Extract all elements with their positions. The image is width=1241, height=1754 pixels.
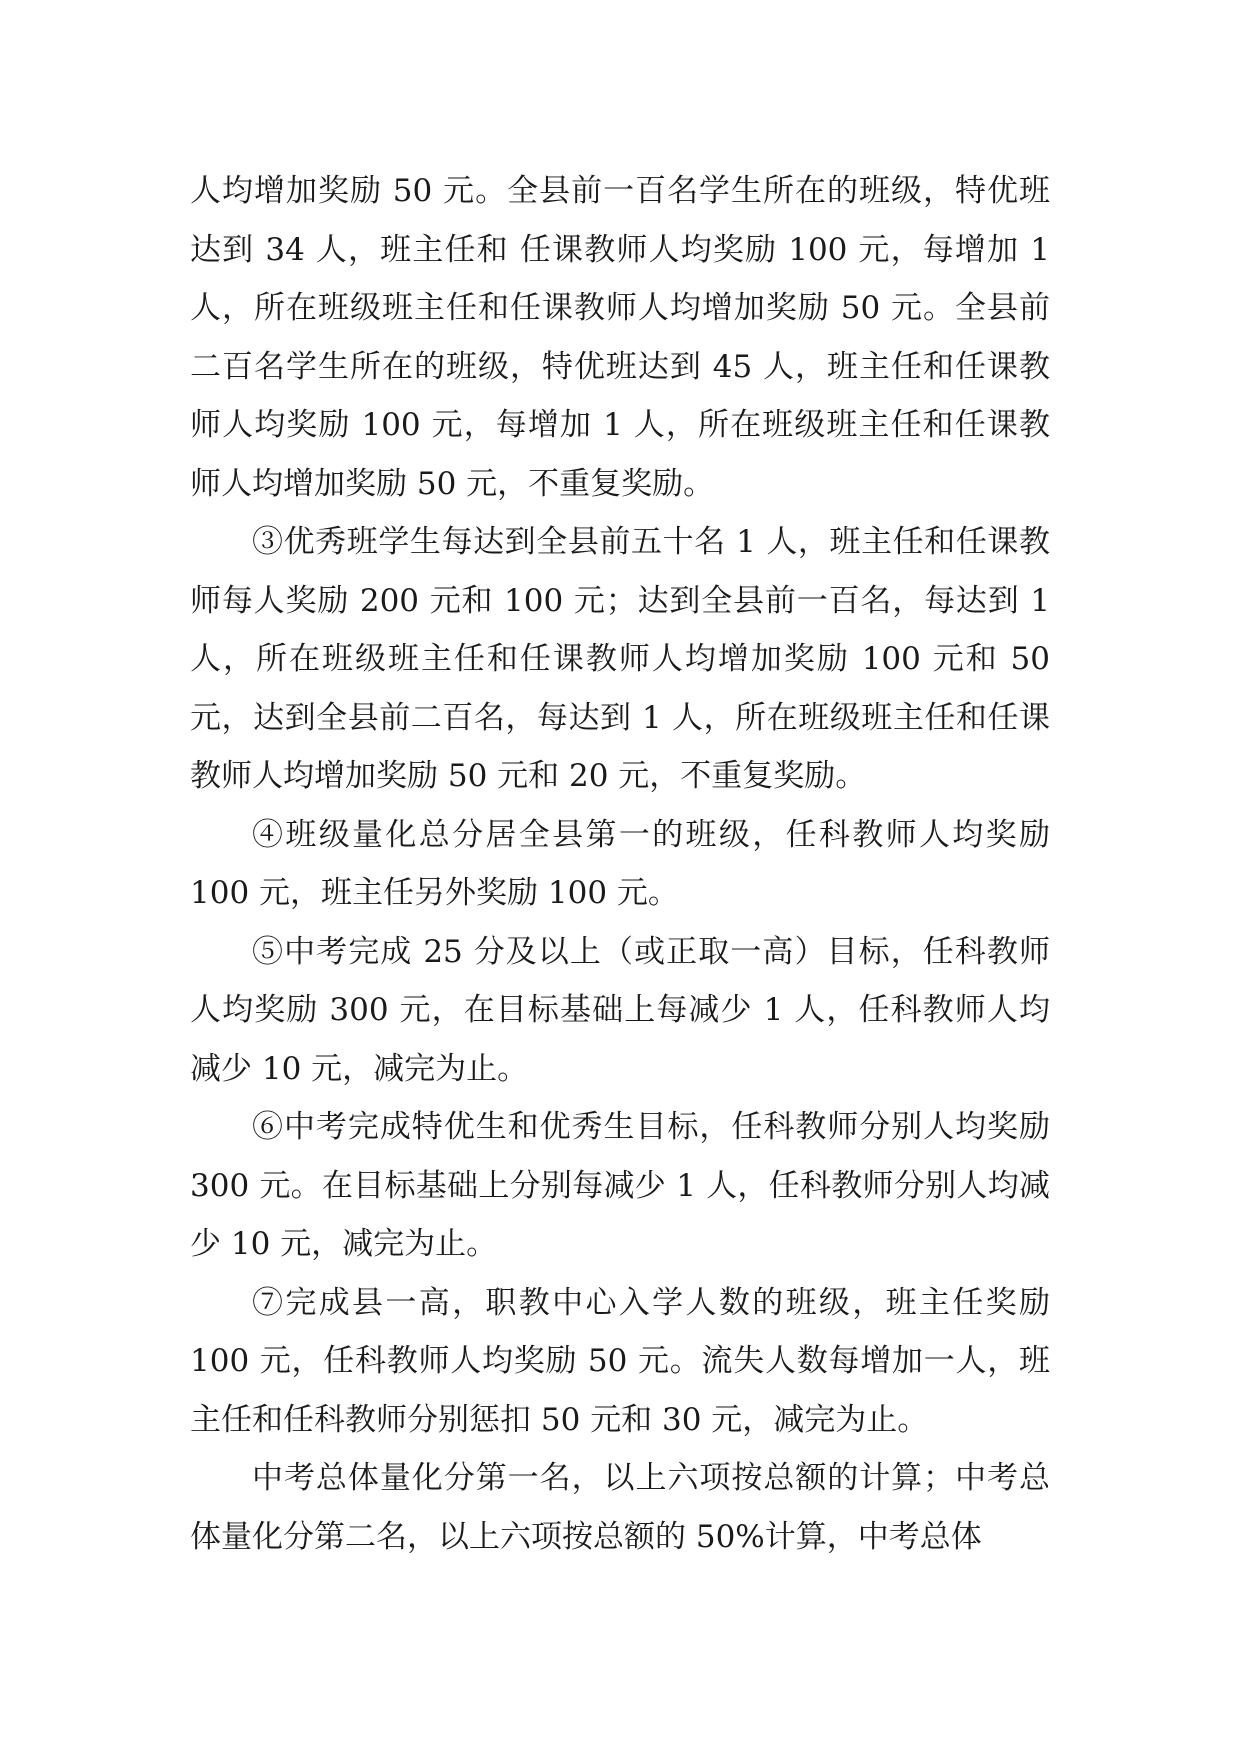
paragraph-item-6: ⑥中考完成特优生和优秀生目标，任科教师分别人均奖励 300 元。在目标基础上分别每减少 1 人，任科教师分别人均减少 10 元，减完为止。 — [190, 1109, 1050, 1262]
paragraph-item-7: ⑦完成县一高，职教中心入学人数的班级，班主任奖励 100 元，任科教师人均奖励 50 元。流失人数每增加一人，班主任和任科教师分别惩扣 50 元和 30 元，减完为止。 — [190, 1284, 1050, 1438]
paragraph-summary: 中考总体量化分第一名，以上六项按总额的计算；中考总体量化分第二名，以上六项按总额的 50%计算，中考总体 — [190, 1460, 1050, 1555]
paragraph-item-5: ⑤中考完成 25 分及以上（或正取一高）目标，任科教师人均奖励 300 元，在目标基础上每减少 1 人，任科教师人均减少 10 元，减完为止。 — [190, 933, 1050, 1087]
document-body — [190, 162, 1050, 1566]
paragraph-item-4: ④班级量化总分居全县第一的班级，任科教师人均奖励 100 元，班主任另外奖励 100 元。 — [190, 816, 1050, 911]
paragraph-continuation: 人均增加奖励 50 元。全县前一百名学生所在的班级，特优班达到 34 人，班主任和 任课教师人均奖励 100 元，每增加 1 人，所在班级班主任和任课教师人均增加奖励 50 元。全县前二百名学生所在的班级，特优班达到 45 人，班主任和任课教师人均奖励 100 元，每增加 1 人，所在班级班主任和任课教师人均增加奖励 50 元，不重复奖励。 — [190, 173, 1050, 502]
paragraph-item-3: ③优秀班学生每达到全县前五十名 1 人，班主任和任课教师每人奖励 200 元和 100 元；达到全县前一百名，每达到 1 人，所在班级班主任和任课教师人均增加奖励 100 元和 50 元，达到全县前二百名，每达到 1 人，所在班级班主任和任课教师人均增加奖励 50 元和 20 元，不重复奖励。 — [190, 524, 1050, 794]
